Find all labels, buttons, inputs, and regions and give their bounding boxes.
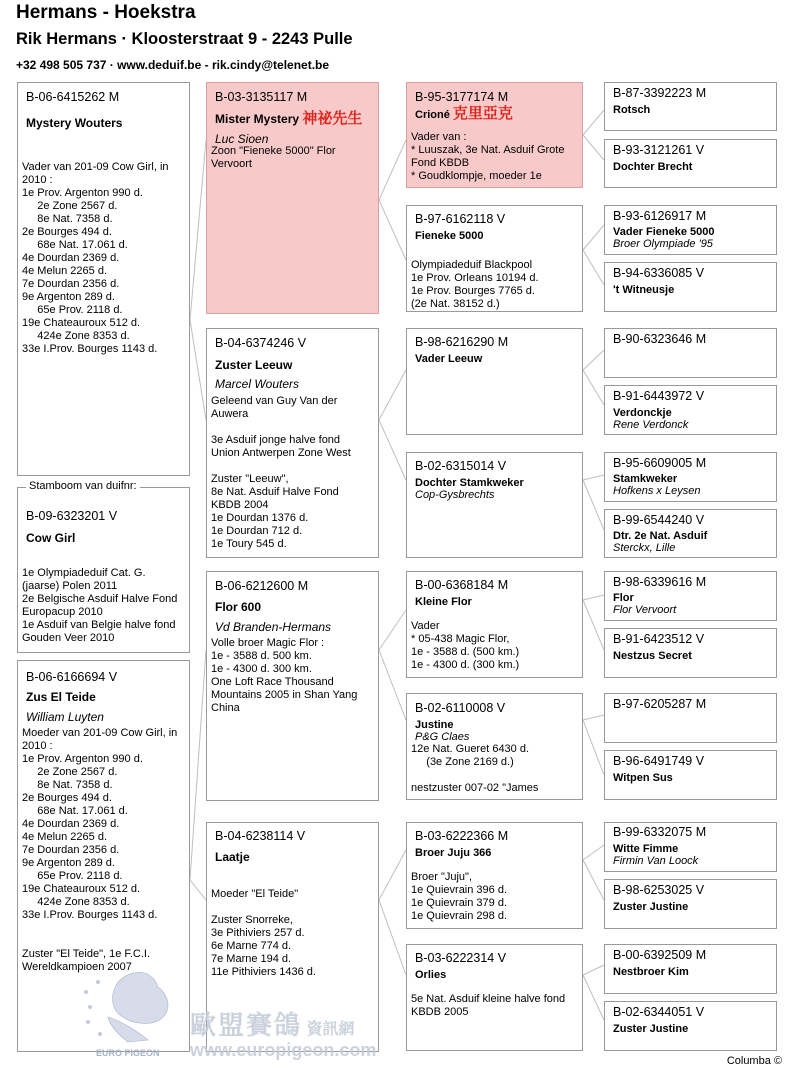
ring-number: B-06-6212600 M — [215, 579, 309, 593]
pigeon-name: Cow Girl — [26, 531, 76, 545]
ring-number: B-99-6332075 M — [613, 825, 707, 839]
pigeon-name: Zus El Teide — [26, 690, 96, 704]
pigeon-name: Zuster Justine — [613, 1023, 689, 1035]
ring-number: B-95-6609005 M — [613, 456, 707, 470]
breeder-name: Rene Verdonck — [613, 419, 689, 431]
pigeon-description: Volle broer Magic Flor : 1e - 3588 d. 500 km. 1e - 4300 d. 300 km. One Loft Race Thousand Mountains 2005 in Shan Yang China — [211, 637, 358, 714]
ring-number: B-97-6205287 M — [613, 697, 707, 711]
pigeon-card-gen2-1[interactable] — [206, 82, 379, 314]
pigeon-card-gen3-6[interactable] — [406, 693, 583, 800]
ring-number: B-00-6368184 M — [415, 578, 509, 592]
pigeon-card-gen4-16[interactable] — [604, 1001, 777, 1051]
breeder-name: Sterckx, Lille — [613, 542, 676, 554]
pigeon-name: Witte Fimme — [613, 843, 679, 855]
owner-address: Rik Hermans · Kloosterstraat 9 - 2243 Pulle — [16, 30, 353, 48]
pigeon-card-gen3-5[interactable] — [406, 571, 583, 678]
pigeon-description: 12e Nat. Gueret 6430 d. (3e Zone 2169 d.) nestzuster 007-02 "James — [411, 743, 539, 794]
ring-number: B-91-6443972 V — [613, 389, 705, 403]
pigeon-description: Broer "Juju", 1e Quievrain 396 d. 1e Quievrain 379 d. 1e Quievrain 298 d. — [411, 871, 508, 922]
breeder-name: P&G Claes — [415, 731, 470, 743]
footer-credit: Columba © — [726, 1055, 782, 1067]
pigeon-card-gen4-8[interactable] — [604, 509, 777, 558]
pigeon-card-gen4-7[interactable] — [604, 452, 777, 502]
ring-number: B-96-6491749 V — [613, 754, 705, 768]
breeder-name: Luc Sioen — [215, 132, 269, 146]
pigeon-card-gen4-9[interactable] — [604, 571, 777, 621]
ring-number: B-90-6323646 M — [613, 332, 707, 346]
pigeon-card-gen4-2[interactable] — [604, 139, 777, 188]
stamboom-label: Stamboom van duifnr: — [26, 480, 140, 492]
pigeon-description: Moeder van 201-09 Cow Girl, in 2010 : 1e Prov. Argenton 990 d. 2e Zone 2567 d. 8e Nat. 7358 d. 2e Bourges 494 d. 68e Nat. 17.061 d. 4e Dourdan 2369 d. 4e Melun 2265 d. 7e Dourdan 2356 d. 9e Argenton 289 d. 65e Prov. 2118 d. 19e Chateauroux 512 d. 424e Zone 8353 d. 33e I.Prov. Bourges 1143 d. Zuster "El Teide", 1e F.C.I. Wereldkampioen 2007 — [22, 727, 178, 973]
ring-number: B-98-6339616 M — [613, 575, 707, 589]
pigeon-name: Witpen Sus — [613, 772, 673, 784]
pigeon-card-gen4-1[interactable] — [604, 82, 777, 131]
pigeon-name: Fieneke 5000 — [415, 230, 484, 242]
pigeon-name: Nestzus Secret — [613, 650, 692, 662]
pigeon-name: Mystery Wouters — [26, 116, 123, 130]
pigeon-name: Vader Leeuw — [415, 353, 483, 365]
ring-number: B-06-6166694 V — [26, 670, 118, 684]
euro-pigeon-logo — [78, 962, 188, 1062]
pigeon-card-gen4-4[interactable] — [604, 262, 777, 312]
pigeon-name: Orlies — [415, 969, 447, 981]
pigeon-card-gen4-15[interactable] — [604, 944, 777, 994]
breeder-name: Firmin Van Loock — [613, 855, 699, 867]
pigeon-name: Laatje — [215, 850, 250, 864]
pigeon-name: Dochter Stamkweker — [415, 477, 524, 489]
pigeon-name: Dochter Brecht — [613, 161, 693, 173]
watermark-url: www.europigeon.com — [190, 1040, 377, 1060]
pigeon-card-gen4-6[interactable] — [604, 385, 777, 435]
pigeon-name: Vader Fieneke 5000 — [613, 226, 715, 238]
ring-number: B-04-6238114 V — [215, 829, 306, 843]
pigeon-description: 1e Olympiadeduif Cat. G. (jaarse) Polen 2011 2e Belgische Asduif Halve Fond Europacup 2010 1e Asduif van Belgie halve fond Gouden Veer 2010 — [22, 567, 178, 644]
pigeon-card-gen3-2[interactable] — [406, 205, 583, 312]
dove-icon — [78, 962, 188, 1062]
pigeon-description: Vader van : * Luuszak, 3e Nat. Asduif Grote Fond KBDB * Goudklompje, moeder 1e — [411, 131, 565, 182]
pigeon-description: Olympiadeduif Blackpool 1e Prov. Orleans 10194 d. 1e Prov. Bourges 7765 d. (2e Nat. 38152 d.) — [411, 259, 539, 310]
pigeon-card-gen4-12[interactable] — [604, 750, 777, 800]
watermark-cn-small: 資訊網 — [306, 1021, 355, 1038]
pigeon-card-sire[interactable] — [17, 82, 190, 476]
pigeon-name-chinese: 克里亞克 — [452, 105, 513, 122]
pigeon-card-gen3-7[interactable] — [406, 822, 583, 929]
pigeon-name: Zuster Leeuw — [215, 358, 293, 372]
pigeon-card-gen4-13[interactable] — [604, 822, 777, 872]
pigeon-name: Flor 600 — [215, 600, 262, 614]
pigeon-description: Vader van 201-09 Cow Girl, in 2010 : 1e Prov. Argenton 990 d. 2e Zone 2567 d. 8e Nat. 7358 d. 2e Bourges 494 d. 68e Nat. 17.061 d. 4e Dourdan 2369 d. 4e Melun 2265 d. 7e Dourdan 2356 d. 9e Argenton 289 d. 65e Prov. 2118 d. 19e Chateauroux 512 d. 424e Zone 8353 d. 33e I.Prov. Bourges 1143 d. — [22, 161, 169, 355]
pigeon-name: Mister Mystery — [215, 112, 300, 126]
pigeon-name: Rotsch — [613, 104, 651, 116]
pigeon-name: Dtr. 2e Nat. Asduif — [613, 530, 708, 542]
pigeon-name: Flor — [613, 592, 634, 604]
pigeon-name: Justine — [415, 719, 454, 731]
watermark-cn: 歐盟賽鴿 — [190, 1010, 303, 1040]
pigeon-card-gen3-8[interactable] — [406, 944, 583, 1051]
ring-number: B-06-6415262 M — [26, 90, 120, 104]
ring-number: B-03-3135117 M — [215, 90, 308, 104]
ring-number: B-04-6374246 V — [215, 336, 307, 350]
pigeon-card-gen4-10[interactable] — [604, 628, 777, 678]
breeder-name: Cop-Gysbrechts — [415, 489, 495, 501]
ring-number: B-87-3392223 M — [613, 86, 707, 100]
pigeon-name: Broer Juju 366 — [415, 847, 492, 859]
pigeon-card-gen3-1[interactable] — [406, 82, 583, 188]
pigeon-description: Zoon "Fieneke 5000" Flor Vervoort — [211, 145, 336, 170]
ring-number: B-02-6315014 V — [415, 459, 507, 473]
pigeon-card-gen4-3[interactable] — [604, 205, 777, 255]
ring-number: B-94-6336085 V — [613, 266, 705, 280]
pigeon-name: Kleine Flor — [415, 596, 472, 608]
ring-number: B-03-6222314 V — [415, 951, 507, 965]
pigeon-name: Crioné — [415, 109, 450, 121]
pigeon-card-gen4-14[interactable] — [604, 879, 777, 929]
pigeon-description: Geleend van Guy Van der Auwera 3e Asduif jonge halve fond Union Antwerpen Zone West Zuster "Leeuw", 8e Nat. Asduif Halve Fond KBDB 2004 1e Dourdan 1376 d. 1e Dourdan 712 d. 1e Toury 545 d. — [211, 395, 351, 550]
breeder-name: Marcel Wouters — [215, 377, 300, 391]
ring-number: B-98-6216290 M — [415, 335, 509, 349]
ring-number: B-95-3177174 M — [415, 90, 509, 104]
page-title: Hermans - Hoekstra — [16, 2, 196, 23]
breeder-name: William Luyten — [26, 710, 104, 724]
pigeon-description: Moeder "El Teide" Zuster Snorreke, 3e Pithiviers 257 d. 6e Marne 774 d. 7e Marne 194 d. 11e Pithiviers 1436 d. — [211, 888, 316, 978]
pigeon-card-gen2-3[interactable] — [206, 571, 379, 801]
pigeon-card-gen2-2[interactable] — [206, 328, 379, 558]
ring-number: B-93-3121261 V — [613, 143, 705, 157]
ring-number: B-03-6222366 M — [415, 829, 509, 843]
breeder-name: Flor Vervoort — [613, 604, 677, 616]
breeder-name: Hofkens x Leysen — [613, 485, 701, 497]
logo-text: EURO PIGEON — [96, 1048, 160, 1058]
pigeon-card-subject[interactable] — [17, 487, 190, 653]
pigeon-description: Vader * 05-438 Magic Flor, 1e - 3588 d. (500 km.) 1e - 4300 d. (300 km.) — [411, 620, 520, 671]
ring-number: B-00-6392509 M — [613, 948, 707, 962]
ring-number: B-02-6110008 V — [415, 701, 506, 715]
pigeon-name: Zuster Justine — [613, 901, 689, 913]
ring-number: B-02-6344051 V — [613, 1005, 705, 1019]
pigeon-description: 5e Nat. Asduif kleine halve fond KBDB 2005 — [411, 993, 566, 1018]
breeder-name: Vd Branden-Hermans — [215, 620, 332, 634]
pigeon-card-gen3-4[interactable] — [406, 452, 583, 558]
pigeon-name: Verdonckje — [613, 407, 672, 419]
ring-number: B-98-6253025 V — [613, 883, 705, 897]
pigeon-name: Stamkweker — [613, 473, 678, 485]
pigeon-card-gen4-11[interactable] — [604, 693, 777, 743]
ring-number: B-99-6544240 V — [613, 513, 705, 527]
ring-number: B-93-6126917 M — [613, 209, 707, 223]
pigeon-card-gen4-5[interactable] — [604, 328, 777, 378]
ring-number: B-09-6323201 V — [26, 509, 118, 523]
breeder-name: Broer Olympiade '95 — [613, 238, 713, 250]
pigeon-name-chinese: 神祕先生 — [302, 110, 363, 127]
pigeon-name: Nestbroer Kim — [613, 966, 689, 978]
pigeon-card-gen3-3[interactable] — [406, 328, 583, 435]
ring-number: B-97-6162118 V — [415, 212, 506, 226]
contact-info: +32 498 505 737 · www.deduif.be - rik.cindy@telenet.be — [16, 58, 330, 72]
pigeon-name: 't Witneusje — [613, 284, 675, 296]
ring-number: B-91-6423512 V — [613, 632, 705, 646]
watermark-title — [190, 1005, 354, 1042]
